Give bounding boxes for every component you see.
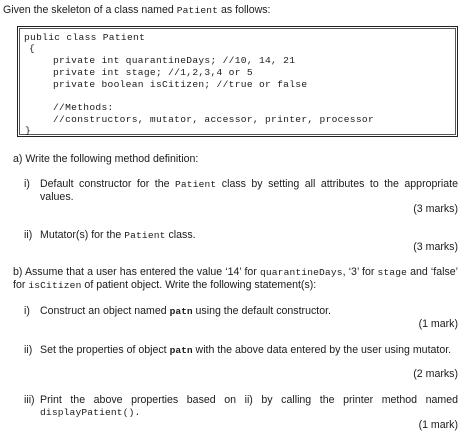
part-b-ii-text-before: Set the properties of object: [40, 344, 170, 356]
part-b-iii-code: displayPatient().: [40, 407, 141, 419]
part-b-heading-4: of patient object. Write the following statement(s):: [81, 279, 317, 292]
part-b-heading-1: b) Assume that a user has entered the value ‘14’ for: [13, 266, 260, 278]
code-line-1: public class Patient: [24, 32, 146, 43]
part-b-code-stage: stage: [377, 267, 408, 278]
code-line-5: private boolean isCitizen; //true or false: [53, 79, 308, 90]
part-a-i-marks: (3 marks): [413, 203, 458, 215]
code-line-8: }: [25, 125, 32, 136]
part-b-i-text-after: using the default constructor.: [192, 305, 331, 317]
part-b-iii-number: iii): [24, 394, 35, 406]
part-b-i-text-before: Construct an object named: [40, 305, 170, 317]
part-b-iii-text: [40, 394, 458, 419]
part-b-code-quarantine: quarantineDays: [259, 267, 343, 278]
part-a-i-code: Patient: [174, 179, 217, 190]
code-line-2: {: [29, 43, 36, 54]
part-b-ii-text: [40, 344, 458, 357]
part-b-heading-3: and ‘false’ for: [13, 266, 458, 292]
part-b-ii-marks: (2 marks): [413, 368, 458, 380]
code-line-4: private int stage; //1,2,3,4 or 5: [53, 67, 253, 78]
part-b-iii-text-before: Print the above properties based on ii) by calling the printer method named: [40, 394, 458, 406]
part-a-ii-text-before: Mutator(s) for the: [40, 229, 125, 241]
part-a-i-text: [40, 178, 458, 203]
part-b-heading-2: , ‘3’ for: [342, 266, 378, 278]
part-b-i-number: i): [24, 305, 30, 317]
intro-class-name: Patient: [176, 5, 219, 16]
part-b-i-marks: (1 mark): [418, 318, 458, 330]
part-a-ii-text-after: class.: [165, 229, 196, 241]
part-a-i-number: i): [24, 178, 30, 190]
intro-suffix: as follows:: [218, 4, 271, 16]
part-b-code-iscitizen: isCitizen: [28, 280, 82, 292]
part-a-ii-marks: (3 marks): [413, 241, 458, 253]
intro-text: [3, 4, 270, 17]
part-b-i-text: [40, 305, 331, 318]
code-line-6: //Methods:: [53, 102, 114, 113]
part-a-ii-text: [40, 229, 196, 242]
part-a-ii-code: Patient: [124, 230, 166, 241]
part-a-ii-number: ii): [24, 229, 33, 241]
intro-prefix: Given the skeleton of a class named: [3, 4, 177, 16]
part-b-iii-marks: (1 mark): [418, 419, 458, 431]
code-line-3: private int quarantineDays; //10, 14, 21: [53, 55, 296, 66]
part-a-i-text-before: Default constructor for the: [40, 178, 175, 190]
part-b-ii-code: patn: [169, 345, 193, 356]
part-a-i-text-after: class by setting all attributes to the appropriate values.: [40, 178, 458, 204]
part-a-heading: a) Write the following method definition:: [13, 153, 199, 165]
part-b-heading: [13, 266, 458, 292]
code-box: [17, 26, 458, 137]
code-line-7: //constructors, mutator, accessor, printer, processor: [53, 114, 375, 125]
part-b-ii-number: ii): [24, 344, 33, 356]
code-box-inner-border: [19, 28, 456, 135]
part-b-ii-text-after: with the above data entered by the user using mutator.: [192, 344, 452, 356]
part-b-i-code: patn: [169, 306, 193, 317]
